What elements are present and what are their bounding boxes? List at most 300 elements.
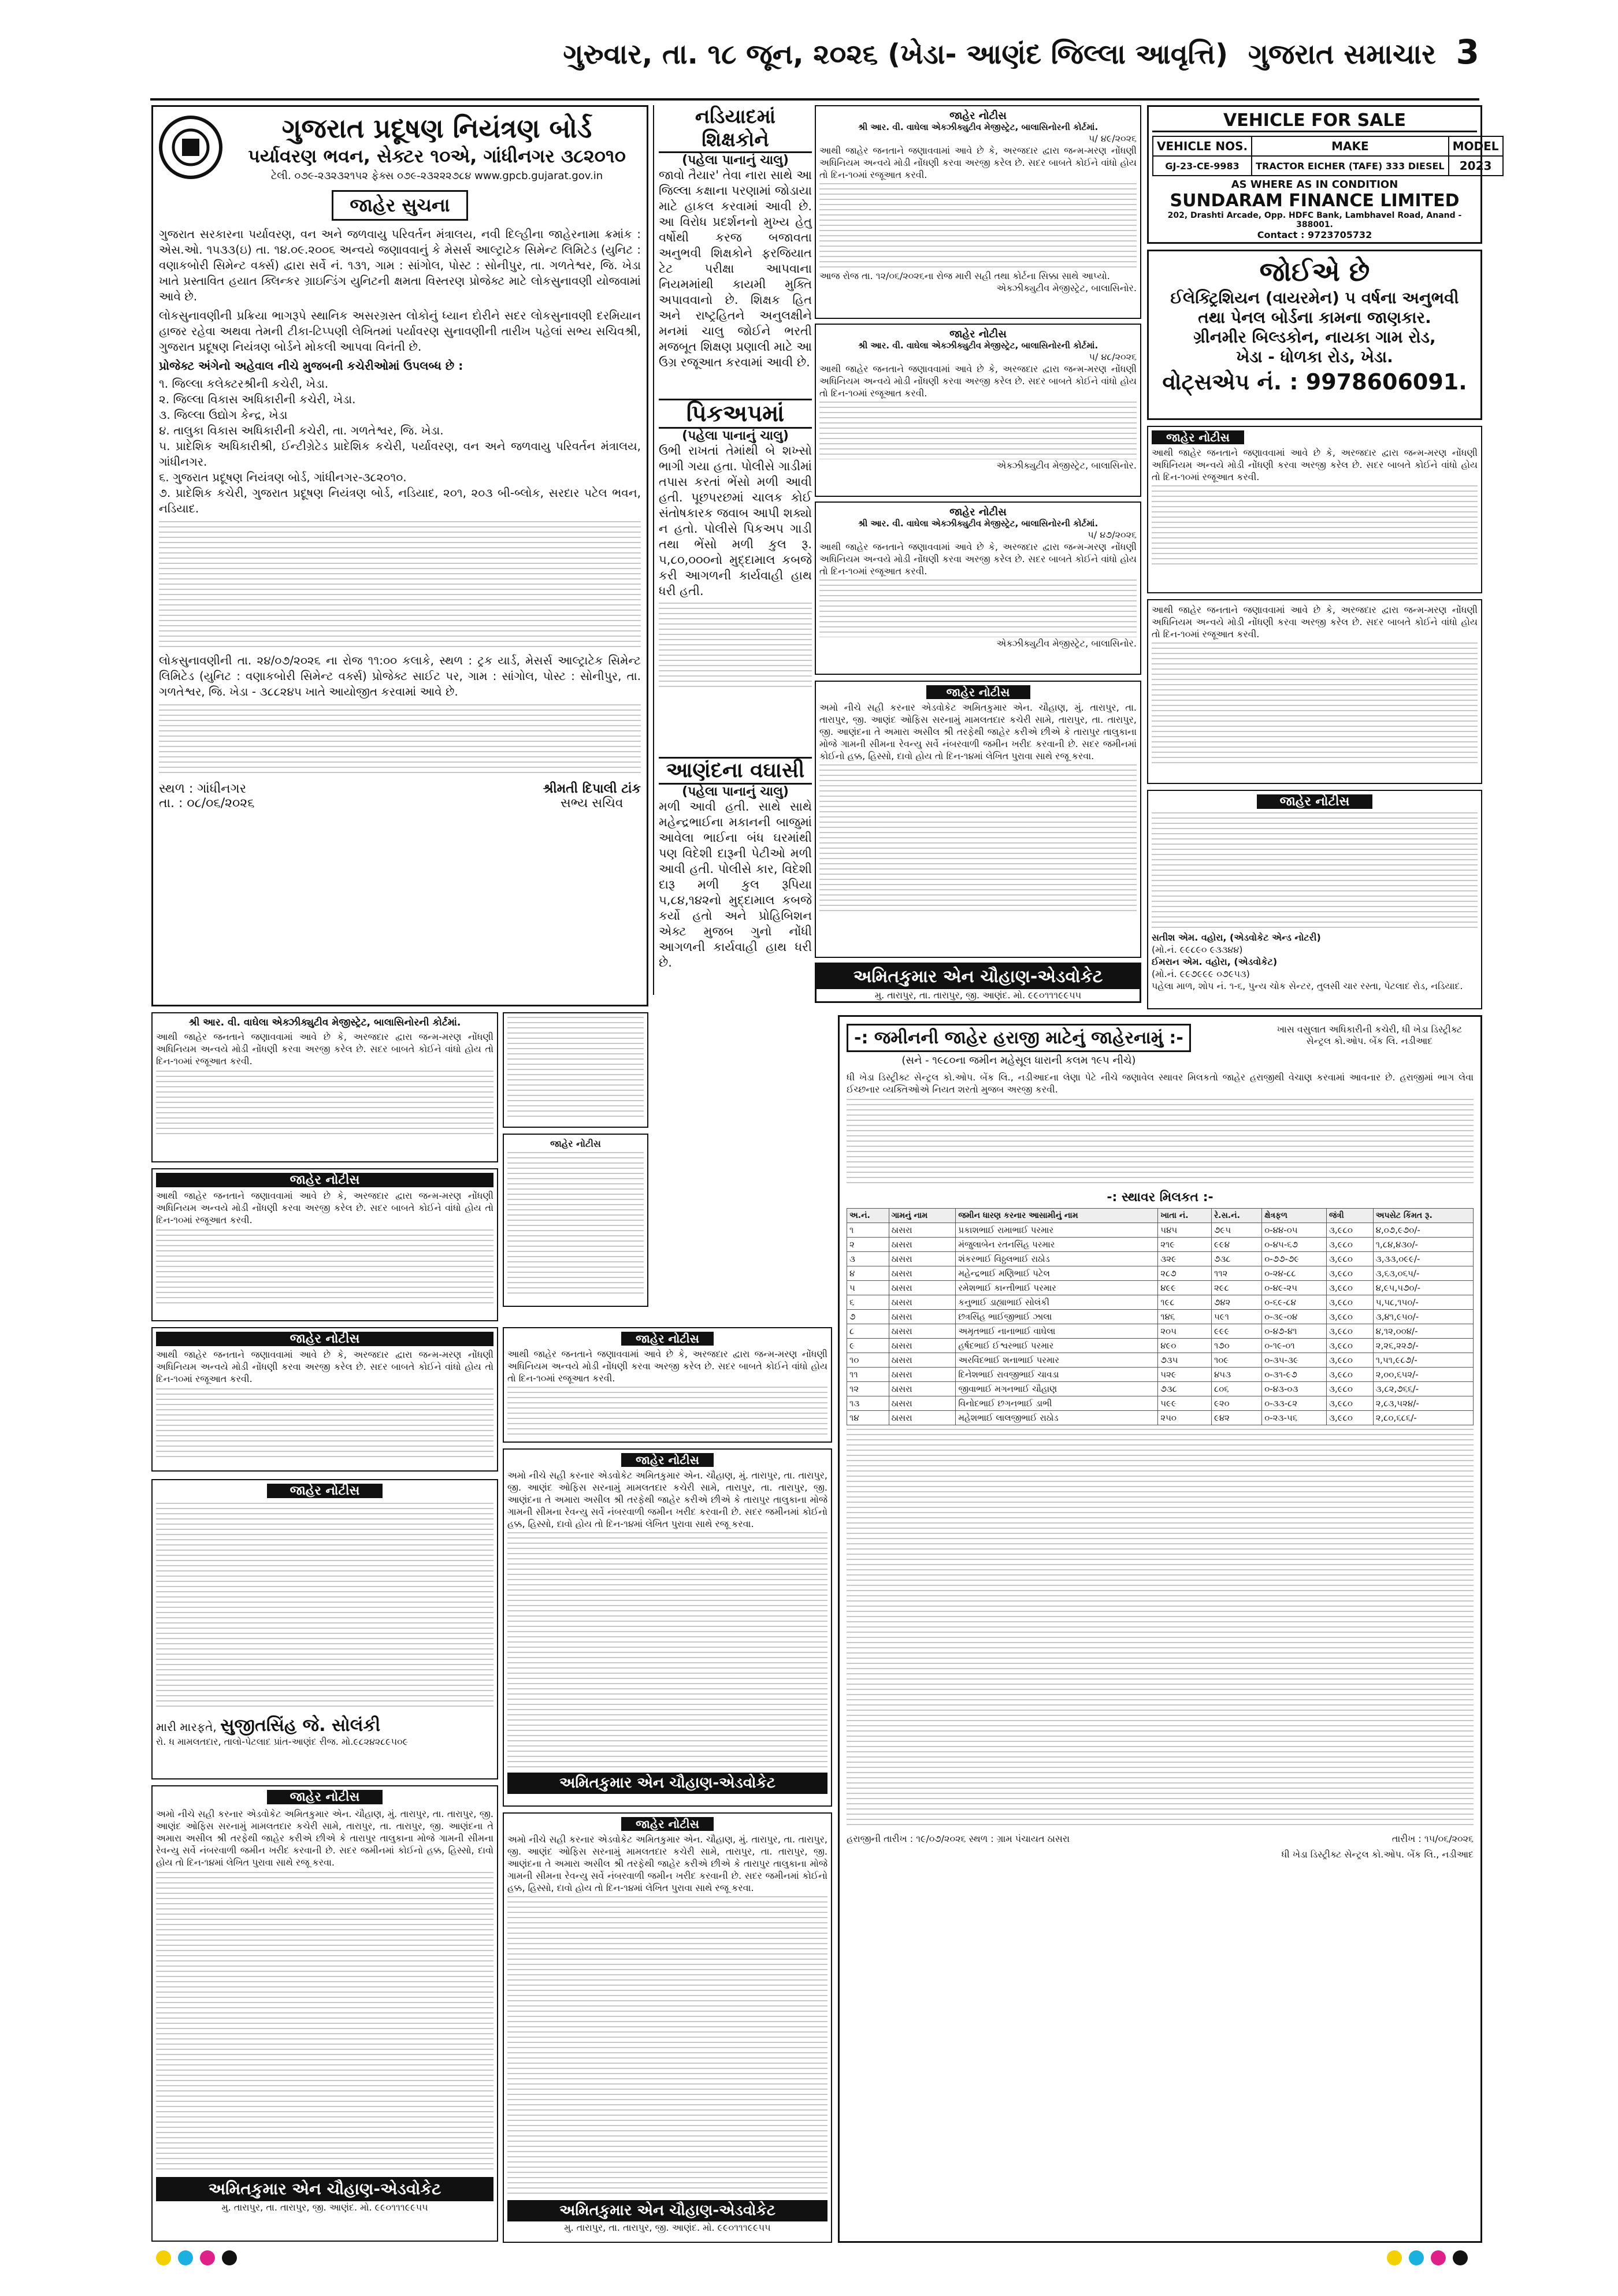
court-notice-left-small: [503, 1012, 648, 1128]
story-headline: નડિયાદમાં શિક્ષકોને: [659, 105, 812, 153]
vehicle-col-header: MODEL: [1449, 136, 1503, 156]
property-cell: ૦-૪૭-૪૧: [1262, 1324, 1327, 1339]
property-cell: ૩,૯૮૦: [1326, 1223, 1373, 1238]
notice-title: જાહેર નોટીસ: [267, 1484, 383, 1498]
court-notice-body: આથી જાહેર જનતાને જણાવવામાં આવે છે કે, અરજદાર દ્વારા જન્મ-મરણ નોંધણી અધિનિયમ અન્વયે મોડી નોંધણી કરવા અરજી કરેલ છે. સદર બાબતે કોઈને વાંધો હોય તો દિન-૧૦માં રજૂઆત કરવી.: [1152, 447, 1478, 482]
property-row: [847, 1252, 1474, 1266]
property-cell: ૩,૯૮૦: [1326, 1353, 1373, 1368]
property-row: [847, 1339, 1474, 1353]
notice-title: જાહેર નોટીસ: [926, 685, 1030, 699]
property-cell: ૪,૧૨,૦૦૪/-: [1373, 1324, 1473, 1339]
property-cell: પ્રકાશભાઈ રામાભાઈ પરમાર: [956, 1223, 1158, 1238]
dot-icon: [178, 2250, 193, 2265]
property-cell: કનુભાઈ ડાહ્યાભાઈ સોલંકી: [956, 1295, 1158, 1310]
vehicle-sale-ad: [1147, 105, 1499, 244]
advocate-name: સતીશ એમ. વહોરા, (એડવોકેટ એન્ડ નોટરી): [1152, 932, 1321, 943]
news-story-3: [659, 757, 812, 988]
court-notice-2: [815, 324, 1141, 497]
advocate-name-banner: અમિતકુમાર એન ચૌહાણ-એડવોકેટ: [507, 1773, 827, 1794]
property-cell: ૧૨: [847, 1382, 889, 1396]
paper-name: ગુજરાત સમાચાર: [1248, 38, 1436, 70]
notice-text-block: [819, 764, 1137, 915]
advocate-address: મુ. તારાપુર, તા. તારાપુર, જી. આણંદ. મો. ૯૯૦૧૧૧૯૯૫૫: [564, 2222, 771, 2233]
auction-issuer: ખાસ વસુલાત અધિકારીની કચેરી, ધી ખેડા ડિસ્ટ્રીક્ટ સેન્ટ્રલ કો.ઓપ. બેંક લિ. નડીઆદ: [1276, 1024, 1463, 1046]
finance-contact: Contact : 9723705732: [1257, 229, 1372, 240]
property-cell: ૭૪૨: [1211, 1295, 1261, 1310]
court-notice-left-1: [151, 1012, 498, 1162]
office-item: ૩. જિલ્લા ઉદ્યોગ કેન્દ્ર, ખેડા: [159, 408, 288, 422]
property-cell: ઠાસરા: [889, 1281, 956, 1295]
property-cell: ૫: [847, 1281, 889, 1295]
dot-icon: [1453, 2250, 1468, 2265]
property-table-title: -: સ્થાવર મિલકત :-: [1107, 1190, 1214, 1205]
property-cell: ૦-૧૯-૦૧: [1262, 1339, 1327, 1353]
notice-text-block: [1152, 485, 1478, 566]
story-body: મળી આવી હતી. સાથે સાથે મહેન્દ્રભાઈના મકાનની બાજુમાં આવેલા ભાઈના બંધ ઘરમાંથી પણ વિદેશી દારૂની પેટીઓ મળી આવી હતી. પોલીસે કાર, વિદેશી દારૂ મળી કુલ રૂપિયા ૫,૮૪,૧૪૨નો મુદ્દામાલ કબજે કર્યો હતો અને પ્રોહિબિશન એક્ટ મુજબ ગુનો નોંધી આગળની કાર્યવાહી હાથ ધરી છે.: [659, 800, 812, 969]
court-case-no: પ/ ૪૯/૨૦૨૬: [1088, 133, 1137, 144]
property-cell: શંકરભાઈ વિઠ્ઠલભાઈ રાઠોડ: [956, 1252, 1158, 1266]
property-cell: ૭૯૫: [1211, 1223, 1261, 1238]
property-cell: ૧૦: [847, 1353, 889, 1368]
property-cell: ૨૧૯: [1158, 1238, 1212, 1252]
property-cell: ઠાસરા: [889, 1324, 956, 1339]
property-cell: ૩,૯૮૦: [1326, 1252, 1373, 1266]
auction-subtitle: (સને - ૧૯૮૦ના જમીન મહેસૂલ ધારાની કલમ ૧૯૫ નીચે): [901, 1054, 1136, 1067]
notice-text-block: [156, 1388, 493, 1458]
court-notice-mid-1: [503, 1134, 648, 1307]
property-cell: ૦-૪૩-૦૩: [1262, 1382, 1327, 1396]
advocate-name-banner: અમિતકુમાર એન ચૌહાણ-એડવોકેટ: [817, 964, 1140, 989]
property-row: [847, 1382, 1474, 1396]
auction-text-block: [847, 1429, 1474, 1827]
property-cell: ૨૫૦: [1158, 1411, 1212, 1425]
notice-text-block: [1152, 812, 1478, 928]
property-cell: છત્રસિંહ ભાઈજીભાઈ ઝાલા: [956, 1310, 1158, 1324]
property-cell: ૩,૯૮૦: [1326, 1310, 1373, 1324]
property-row: [847, 1238, 1474, 1252]
column-rule: [653, 105, 654, 995]
notice-title: જાહેર નોટીસ: [621, 1453, 714, 1467]
header-rule: [150, 98, 1479, 101]
property-cell: ૬: [847, 1295, 889, 1310]
notice-text-block: [819, 183, 1137, 270]
court-notice-right-1: [1147, 426, 1482, 593]
property-cell: ૯૯૯: [1211, 1324, 1261, 1339]
date-line: ગુરુવાર, તા. ૧૮ જૂન, ૨૦૨૬ (ખેડા- આણંદ જિલ્લા આવૃત્તિ): [563, 38, 1229, 70]
property-cell: ૧૪: [847, 1411, 889, 1425]
property-row: [847, 1324, 1474, 1339]
court-name: શ્રી આર. વી. વાઘેલા એક્ઝીક્યુટીવ મેજીસ્ટ્રેટ, બાલાસિનોરની કોર્ટમાં.: [858, 340, 1099, 351]
court-notice-body: આથી જાહેર જનતાને જણાવવામાં આવે છે કે, અરજદાર દ્વારા જન્મ-મરણ નોંધણી અધિનિયમ અન્વયે મોડી નોંધણી કરવા અરજી કરેલ છે. સદર બાબતે કોઈને વાંધો હોય તો દિન-૧૦માં રજૂઆત કરવી.: [819, 145, 1137, 180]
office-item: ૧. જિલ્લા કલેક્ટરશ્રીની કચેરી, ખેડા.: [159, 377, 329, 391]
office-item: ૬. ગુજરાત પ્રદૂષણ નિયંત્રણ બોર્ડ, ગાંધીનગર-૩૮૨૦૧૦.: [159, 470, 407, 484]
auction-title: -: જમીનની જાહેર હરાજી માટેનું જાહેરનામું :-: [847, 1024, 1191, 1052]
property-cell: ૩,૮૨,૭૬૬/-: [1373, 1382, 1473, 1396]
notice-text-block: [507, 1896, 827, 2197]
court-notice-body: આથી જાહેર જનતાને જણાવવામાં આવે છે કે, અરજદાર દ્વારા જન્મ-મરણ નોંધણી અધિનિયમ અન્વયે મોડી નોંધણી કરવા અરજી કરેલ છે. સદર બાબતે કોઈને વાંધો હોય તો દિન-૧૦માં રજૂઆત કરવી.: [156, 1031, 493, 1067]
org-contact: ટેલી. ૦૭૯-૨૩૨૩૨૧૫૨ ફેક્સ ૦૭૯-૨૩૨૨૨૭૮૪ www.gpcb.gujarat.gov.in: [270, 170, 603, 182]
auction-body: ધી ખેડા ડિસ્ટ્રીક્ટ સેન્ટ્રલ કો.ઓપ. બેંક લિ., નડીઆદના લેણા પેટે નીચે જણાવેલ સ્થાવર મિલકતો જાહેર હરાજીથી વેચાણ કરવામાં આવનાર છે. હરાજીમાં ભાગ લેવા ઈચ્છનાર વ્યક્તિઓએ નિયત શરતો મુજબ અરજી કરવી.: [847, 1072, 1474, 1095]
notice-title: જાહેર નોટીસ: [621, 1817, 714, 1831]
dot-icon: [222, 2250, 237, 2265]
property-cell: દિનેશભાઈ રાવજીભાઈ ચાવડા: [956, 1368, 1158, 1382]
property-row: [847, 1295, 1474, 1310]
signature-name: સુજીતસિંહ જે. સોલંકી: [220, 1715, 381, 1736]
advocate-name-banner: અમિતકુમાર એન ચૌહાણ-એડવોકેટ: [156, 2177, 493, 2201]
property-cell: ૩,૬૩,૦૬૫/-: [1373, 1266, 1473, 1281]
org-address: પર્યાવરણ ભવન, સેક્ટર ૧૦એ, ગાંધીનગર ૩૮૨૦૧૦: [248, 145, 626, 167]
finance-company: SUNDARAM FINANCE LIMITED: [1170, 191, 1460, 211]
property-cell: ૧૧: [847, 1368, 889, 1382]
property-cell: ૦-૨૪-૮૮: [1262, 1266, 1327, 1281]
advocate-notice-mid: [503, 1448, 832, 1807]
dot-icon: [1387, 2250, 1402, 2265]
col-header: ગામનું નામ: [889, 1209, 956, 1223]
wanted-ad: [1147, 250, 1482, 420]
property-cell: ઠાસરા: [889, 1368, 956, 1382]
property-cell: ૦-૪૯-૨૫: [1262, 1281, 1327, 1295]
property-cell: ૨૦૫: [1158, 1324, 1212, 1339]
masthead: [563, 32, 1479, 72]
whatsapp-number: વોટ્સએપ નં. : 9978606091.: [1162, 369, 1467, 395]
advocate-name-banner: અમિતકુમાર એન ચૌહાણ-એડવોકેટ: [507, 2200, 827, 2221]
notice-title: જાહેર નોટીસ: [1257, 794, 1372, 809]
advocate-phone: (મો.નં. ૯૯૮૯૦ ૯૩૩૪૪): [1152, 944, 1243, 955]
property-cell: ૦-૩૯-૦૪: [1262, 1310, 1327, 1324]
property-row: [847, 1266, 1474, 1281]
court-notice-mid-3: [503, 1327, 832, 1443]
notice-text-block: [156, 1229, 493, 1305]
notice-text-block: [819, 402, 1137, 459]
story-continued: (પહેલા પાનાનું ચાલુ): [682, 785, 789, 799]
property-cell: મહેન્દ્રભાઈ મણિભાઈ પટેલ: [956, 1266, 1158, 1281]
property-cell: ૩,૯૮૦: [1326, 1266, 1373, 1281]
property-cell: ૦-૬૯-૮૪: [1262, 1295, 1327, 1310]
col-header: ક્ષેત્રફળ: [1262, 1209, 1327, 1223]
org-name: ગુજરાત પ્રદૂષણ નિયંત્રણ બોર્ડ: [281, 113, 592, 144]
col-header: જમીન ધારણ કરનાર આસામીનું નામ: [956, 1209, 1158, 1223]
property-cell: ૩,૯૮૦: [1326, 1238, 1373, 1252]
col-header: રે.સ.નં.: [1211, 1209, 1261, 1223]
property-cell: ઠાસરા: [889, 1266, 956, 1281]
court-notice-body: આથી જાહેર જનતાને જણાવવામાં આવે છે કે, અરજદાર દ્વારા જન્મ-મરણ નોંધણી અધિનિયમ અન્વયે મોડી નોંધણી કરવા અરજી કરેલ છે. સદર બાબતે કોઈને વાંધો હોય તો દિન-૧૦માં રજૂઆત કરવી.: [1152, 604, 1478, 640]
property-cell: ૪,૯૫,૫૭૦/-: [1373, 1281, 1473, 1295]
property-row: [847, 1281, 1474, 1295]
gpcb-notice: [151, 105, 648, 1006]
notice-body: અમો નીચે સહી કરનાર એડવોકેટ અમિતકુમાર એન. ચૌહાણ, મું. તારાપુર, તા. તારાપુર, જી. આણંદ ઓફિસ સરનામું મામલતદાર કચેરી સામે, તારાપુર, તા. તારાપુર, જી. આણંદના તે અમારા અસીલ શ્રી તરફેથી જાહેર કરીએ છીએ કે તારાપુર તાલુકાના મોજે ગામની સીમના રેવન્યુ સર્વે નંબરવાળી જમીન ખરીદ કરવાની છે. સદર જમીનમાં કોઈનો હક્ક, હિસ્સો, દાવો હોય તો દિન-૧૪માં લેખિત પુરાવા સાથે રજૂ કરવા.: [507, 1834, 827, 1893]
wanted-line: ગ્રીનમીર બિલ્ડકોન, નાયકા ગામ રોડ,: [1193, 328, 1436, 347]
vehicle-make: TRACTOR EICHER (TAFE) 333 DIESEL: [1252, 156, 1449, 176]
notice-body-intro: ગુજરાત સરકારના પર્યાવરણ, વન અને જળવાયુ પરિવર્તન મંત્રાલય, નવી દિલ્હીના જાહેરનામા ક્રમાંક : એસ.ઓ. ૧૫૩૩(ઇ) તા. ૧૪.૦૯.૨૦૦૬ અન્વયે જણાવવાનું કે મેસર્સ આલ્ટ્રાટેક સિમેન્ટ લિમિટેડ (યુનિટ : વણાકબોરી સિમેન્ટ વર્ક્સ) દ્વારા સર્વે નં. ૧૩૧, ગામ : સાંગોલ, પોસ્ટ : સોનીપુર, તા. ગળતેશ્વર, જિ. ખેડા ખાતે પ્રસ્તાવિત હયાત ક્લિન્કર ગ્રાઇન્ડિંગ યુનિટની ક્ષમતા વિસ્તરણ પ્રોજેક્ટ માટે લોકસુનાવણી યોજવામાં આવે છે.: [159, 227, 641, 303]
property-cell: ૦-૩૫-૩૯: [1262, 1353, 1327, 1368]
court-notice-title: જાહેર નોટીસ: [949, 506, 1007, 518]
story-headline: આણંદના વઘાસી: [659, 757, 812, 785]
property-cell: ઠાસરા: [889, 1310, 956, 1324]
court-notice-title: જાહેર નોટીસ: [949, 110, 1007, 122]
property-row: [847, 1223, 1474, 1238]
advocate-banner-mid: [815, 963, 1141, 1003]
notice-text-block: [507, 1152, 644, 1296]
signatory-name: શ્રીમતી દિપાલી ટાંક: [543, 782, 641, 796]
property-cell: ૦-૨૩-૫૬: [1262, 1411, 1327, 1425]
property-cell: ૭૩૮: [1211, 1252, 1261, 1266]
property-cell: ઠાસરા: [889, 1339, 956, 1353]
court-notice-body: આથી જાહેર જનતાને જણાવવામાં આવે છે કે, અરજદાર દ્વારા જન્મ-મરણ નોંધણી અધિનિયમ અન્વયે મોડી નોંધણી કરવા અરજી કરેલ છે. સદર બાબતે કોઈને વાંધો હોય તો દિન-૧૦માં રજૂઆત કરવી.: [507, 1348, 827, 1384]
property-cell: ૪૯૯: [1158, 1281, 1212, 1295]
property-row: [847, 1396, 1474, 1411]
office-item: ૭. પ્રાદેશિક કચેરી, ગુજરાત પ્રદૂષણ નિયંત્રણ બોર્ડ, નડિયાદ, ૨૦૧, ૨૦૩ બી-બ્લોક, સરદાર પટેલ ભવન, નડિયાદ.: [159, 486, 641, 515]
property-cell: ૧૦૯: [1211, 1353, 1261, 1368]
property-cell: ૧૯૮: [1158, 1295, 1212, 1310]
court-name: શ્રી આર. વી. વાઘેલા એક્ઝીક્યુટીવ મેજીસ્ટ્રેટ, બાલાસિનોરની કોર્ટમાં.: [858, 518, 1099, 529]
dot-icon: [1431, 2250, 1446, 2265]
property-cell: ૮૦૬: [1211, 1382, 1261, 1396]
dot-icon: [156, 2250, 171, 2265]
property-cell: ૭૩૮: [1158, 1382, 1212, 1396]
property-cell: ઠાસરા: [889, 1295, 956, 1310]
news-story-2: [659, 399, 812, 751]
advocate-notice-mid-2: [503, 1812, 832, 2243]
court-notice-body: આથી જાહેર જનતાને જણાવવામાં આવે છે કે, અરજદાર દ્વારા જન્મ-મરણ નોંધણી અધિનિયમ અન્વયે મોડી નોંધણી કરવા અરજી કરેલ છે. સદર બાબતે કોઈને વાંધો હોય તો દિન-૧૦માં રજૂઆત કરવી.: [819, 363, 1137, 399]
offices-heading: પ્રોજેક્ટ અંગેનો અહેવાલ નીચે મુજબની કચેરીઓમાં ઉપલબ્ધ છે :: [159, 359, 463, 373]
property-cell: ૨૮૭: [1158, 1266, 1212, 1281]
notice-body: અમો નીચે સહી કરનાર એડવોકેટ અમિતકુમાર એન. ચૌહાણ, મું. તારાપુર, તા. તારાપુર, જી. આણંદ ઓફિસ સરનામું મામલતદાર કચેરી સામે, તારાપુર, તા. તારાપુર, જી. આણંદના તે અમારા અસીલ શ્રી તરફેથી જાહેર કરીએ છીએ કે તારાપુર તાલુકાના મોજે ગામની સીમના રેવન્યુ સર્વે નંબરવાળી જમીન ખરીદ કરવાની છે. સદર જમીનમાં કોઈનો હક્ક, હિસ્સો, દાવો હોય તો દિન-૧૪માં લેખિત પુરાવા સાથે રજૂ કરવા.: [156, 1808, 493, 1868]
advocate-notice-wide: [815, 681, 1141, 958]
property-cell: ૩,૯૮૦: [1326, 1281, 1373, 1295]
property-cell: હર્ષદભાઈ ઈશ્વરભાઈ પરમાર: [956, 1339, 1158, 1353]
property-cell: અમૃતભાઈ નાનાભાઈ વાઘેલા: [956, 1324, 1158, 1339]
vehicle-model: 2023: [1449, 156, 1503, 176]
notice-place: સ્થળ : ગાંધીનગર: [159, 782, 247, 796]
property-cell: ૩,૯૮૦: [1326, 1324, 1373, 1339]
court-notice-1: [815, 105, 1141, 319]
property-cell: ઠાસરા: [889, 1411, 956, 1425]
property-cell: ૨: [847, 1238, 889, 1252]
notice-text-block: [156, 1503, 493, 1711]
property-row: [847, 1353, 1474, 1368]
property-cell: ૭૩૫: [1158, 1353, 1212, 1368]
property-cell: ૩,૯૮૦: [1326, 1411, 1373, 1425]
notice-text-block: [156, 1071, 493, 1134]
property-cell: જીવાભાઈ મગનભાઈ ચૌહાણ: [956, 1382, 1158, 1396]
advocate-address: મુ. તારાપુર, તા. તારાપુર, જી. આણંદ. મો. ૯૯૦૧૧૧૯૯૫૫: [221, 2202, 428, 2213]
property-cell: ૧: [847, 1223, 889, 1238]
property-cell: ૦-૭૭-૭૯: [1262, 1252, 1327, 1266]
office-item: ૫. પ્રાદેશિક અધિકારીશ્રી, ઈન્ટીગ્રેટેડ પ્રાદેશિક કચેરી, પર્યાવરણ, વન અને જળવાયુ પરિવર્તન મંત્રાલય, ગાંધીનગર.: [159, 439, 641, 469]
advocate-address: મુ. તારાપુર, તા. તારાપુર, જી. આણંદ. મો. ૯૯૦૧૧૧૯૯૫૫: [874, 990, 1082, 1001]
property-cell: મંજુલાબેન રતનસિંહ પરમાર: [956, 1238, 1158, 1252]
property-table: [847, 1208, 1474, 1425]
auction-footer-left: હરાજીની તારીખ : ૧૯/૦૭/૨૦૨૬ સ્થળ : ગ્રામ પંચાયત ઠાસરા: [847, 1833, 1070, 1844]
property-cell: ૯૨૦: [1211, 1396, 1261, 1411]
property-cell: ૩,૯૮૦: [1326, 1295, 1373, 1310]
notice-text-block: [159, 704, 641, 774]
court-case-no: પ/ ૪૮/૨૦૨૬: [1089, 351, 1137, 362]
property-cell: ૯૪૨: [1211, 1411, 1261, 1425]
court-notice-title: શ્રી આર. વી. વાઘેલા એક્ઝીક્યુટીવ મેજીસ્ટ્રેટ, બાલાસિનોરની કોર્ટમાં.: [188, 1017, 461, 1028]
property-cell: ૫,૫૮,૧૫૦/-: [1373, 1295, 1473, 1310]
property-cell: રમેશભાઈ કાન્તીભાઈ પરમાર: [956, 1281, 1158, 1295]
notice-text-block: [507, 1387, 827, 1439]
property-cell: ૪૯૦: [1158, 1339, 1212, 1353]
notice-text-block: [159, 521, 641, 648]
ramesh-notice: [1147, 790, 1482, 1009]
finance-address: 202, Drashti Arcade, Opp. HDFC Bank, Lambhavel Road, Anand - 388001.: [1167, 211, 1462, 229]
story-text-block: [659, 603, 812, 689]
property-cell: ઠાસરા: [889, 1238, 956, 1252]
court-name: શ્રી આર. વી. વાઘેલા એક્ઝીક્યુટીવ મેજીસ્ટ્રેટ, બાલાસિનોરની કોર્ટમાં.: [858, 122, 1099, 132]
property-cell: ૧,૫૧,૯૮૭/-: [1373, 1353, 1473, 1368]
property-cell: ૩,૯૮૦: [1326, 1382, 1373, 1396]
wanted-line: ઈલેક્ટ્રિશિયન (વાયરમેન) ૫ વર્ષના અનુભવી: [1170, 288, 1459, 307]
property-cell: અરવિંદભાઈ શનાભાઈ પરમાર: [956, 1353, 1158, 1368]
story-continued: (પહેલા પાનાનું ચાલુ): [682, 429, 789, 443]
wanted-title: જોઈએ છે: [1259, 256, 1370, 287]
property-cell: ૧૭૦: [1211, 1339, 1261, 1353]
notice-body: અમો નીચે સહી કરનાર એડવોકેટ અમિતકુમાર એન. ચૌહાણ, મું. તારાપુર, તા. તારાપુર, જી. આણંદ ઓફિસ સરનામું મામલતદાર કચેરી સામે, તારાપુર, તા. તારાપુર, જી. આણંદના તે અમારા અસીલ શ્રી તરફેથી જાહેર કરીએ છીએ કે તારાપુર તાલુકાના મોજે ગામની સીમના રેવન્યુ સર્વે નંબરવાળી જમીન ખરીદ કરવાની છે. સદર જમીનમાં કોઈનો હક્ક, હિસ્સો, દાવો હોય તો દિન-૧૪માં લેખિત પુરાવા સાથે રજૂ કરવા.: [507, 1470, 827, 1529]
story-body: જાવો તૈયાર' તેવા નારા સાથે આ જિલ્લા કક્ષાના પરણામાં જોડાયા માટે હાકલ કરવામાં આવી છે. આ વિરોધ પ્રદર્શનનો મુખ્ય હેતુ વર્ષોથી કરજ બજાવતા અનુભવી શિક્ષકોને ફરજિયાત ટેટ પરીક્ષા આપવાના નિયમમાંથી કાયમી મુક્તિ અપાવવાનો છે. શિક્ષક હિત અને રાષ્ટ્રહિતને અનુલક્ષીને મનમાં ચાલુ જોઈને ભરતી મજબૂત શિક્ષણ પ્રણાલી માટે આ ઉગ્ર રજૂઆત કરવામાં આવી છે.: [659, 168, 812, 369]
property-cell: ૩: [847, 1252, 889, 1266]
court-notice-body: આથી જાહેર જનતાને જણાવવામાં આવે છે કે, અરજદાર દ્વારા જન્મ-મરણ નોંધણી અધિનિયમ અન્વયે મોડી નોંધણી કરવા અરજી કરેલ છે. સદર બાબતે કોઈને વાંધો હોય તો દિન-૧૦માં રજૂઆત કરવી.: [156, 1349, 493, 1384]
property-row: [847, 1310, 1474, 1324]
property-cell: ૪૫૩: [1211, 1368, 1261, 1382]
signature-address: રો. ધ મામલતદાર, તાલો-પેટલાદ પ્રાંત-આણંદ રીજ. મો.૯૮૨૪૨૮૯૫૦૯: [156, 1736, 409, 1747]
property-cell: ૨,૮૦,૬૮૬/-: [1373, 1411, 1473, 1425]
court-notice-left-3: [151, 1327, 498, 1472]
court-notice-left-2: [151, 1168, 498, 1321]
property-cell: ૦-૩૩-૮૨: [1262, 1396, 1327, 1411]
notice-body-mid: લોકસુનાવણીની પ્રક્રિયા ભાગરૂપે સ્થાનિક અસરગ્રસ્ત લોકોનું ધ્યાન દોરીને સદર લોકસુનાવણી દરમિયાન હાજર રહેવા અથવા તેમની ટીકા-ટિપ્પણી લેખિતમાં પર્યાવરણ સુનાવણીની તારીખ પહેલાં સભ્ય સચિવશ્રી, ગુજરાત પ્રદૂષણ નિયંત્રણ બોર્ડને મોકલી આપવા વિનંતી છે.: [159, 309, 641, 354]
office-item: ૪. તાલુકા વિકાસ અધિકારીની કચેરી, તા. ગળતેશ્વર, જિ. ખેડા.: [159, 423, 444, 437]
property-cell: ઠાસરા: [889, 1353, 956, 1368]
court-notice-title: જાહેર નોટીસ: [949, 328, 1007, 340]
offices-list: [159, 376, 641, 517]
wanted-line: ખેડા - ધોળકા રોડ, ખેડા.: [1236, 347, 1393, 366]
advocate-phone: (મો.નં. ૯૯૭૯૯૯ ૦૭૯૫૩): [1152, 968, 1250, 979]
registration-dots-icon: [1387, 2250, 1468, 2265]
story-continued: (પહેલા પાનાનું ચાલુ): [682, 153, 789, 168]
auction-text-block: [847, 1099, 1474, 1186]
property-cell: ૧૧૨: [1211, 1266, 1261, 1281]
court-notice-3: [815, 501, 1141, 675]
notice-text-block: [156, 1872, 493, 2172]
vehicle-row: [1153, 156, 1503, 176]
property-cell: ઠાસરા: [889, 1223, 956, 1238]
property-cell: ૨,૮૩,૫૨૪/-: [1373, 1396, 1473, 1411]
vehicle-col-header: VEHICLE NOS.: [1153, 136, 1252, 156]
property-cell: ૦-૪૪-૦૫: [1262, 1223, 1327, 1238]
property-cell: ૩,૯૮૦: [1326, 1339, 1373, 1353]
col-header: જંત્રી: [1326, 1209, 1373, 1223]
court-notice-title: જાહેર નોટીસ: [156, 1332, 493, 1346]
property-cell: ૫૨૯: [1158, 1368, 1212, 1382]
property-row: [847, 1411, 1474, 1425]
vehicle-sale-title: VEHICLE FOR SALE: [1152, 110, 1477, 132]
property-cell: ૪: [847, 1266, 889, 1281]
vehicle-col-header: MAKE: [1252, 136, 1449, 156]
property-row: [847, 1368, 1474, 1382]
property-cell: ૯૯૪: [1211, 1238, 1261, 1252]
registration-dots-icon: [156, 2250, 237, 2265]
property-cell: ૯: [847, 1339, 889, 1353]
suresh-notice: [151, 1479, 498, 1779]
gpcb-logo-icon: [159, 116, 222, 179]
property-cell: ૧૪૬: [1158, 1310, 1212, 1324]
notice-text-block: [507, 1532, 827, 1769]
court-notice-body: આથી જાહેર જનતાને જણાવવામાં આવે છે કે, અરજદાર દ્વારા જન્મ-મરણ નોંધણી અધિનિયમ અન્વયે મોડી નોંધણી કરવા અરજી કરેલ છે. સદર બાબતે કોઈને વાંધો હોય તો દિન-૧૦માં રજૂઆત કરવી.: [156, 1190, 493, 1225]
property-cell: ઠાસરા: [889, 1252, 956, 1266]
court-notice-sign: એક્ઝીક્યુટીવ મેજીસ્ટ્રેટ, બાલાસિનોર.: [996, 638, 1137, 649]
property-cell: ૫૪૫: [1158, 1223, 1212, 1238]
property-cell: ૭: [847, 1310, 889, 1324]
property-cell: વિનોદભાઈ છગનભાઈ ડાભી: [956, 1396, 1158, 1411]
court-notice-title: જાહેર નોટીસ: [621, 1332, 714, 1346]
property-cell: ૩,૯૮૦: [1326, 1396, 1373, 1411]
property-cell: ૨૯૮: [1211, 1281, 1261, 1295]
land-auction-notice: [838, 1015, 1482, 2243]
story-headline: પિકઅપમાં: [659, 399, 812, 429]
auction-signatory: ધી ખેડા ડિસ્ટ્રીક્ટ સેન્ટ્રલ કો.ઓપ. બેંક લિ., નડીઆદ: [1281, 1849, 1474, 1860]
auction-footer-right: તારીખ : ૧૫/૦૬/૨૦૨૬: [1391, 1833, 1474, 1844]
wanted-line: તથા પેનલ બોર્ડના કામના જાણકાર.: [1198, 308, 1431, 327]
property-cell: ૮: [847, 1324, 889, 1339]
notice-text-block: [1152, 642, 1478, 764]
vehicle-table: [1152, 136, 1504, 176]
court-notice-date: આજ રોજ તા. ૧૨/૦૬/૨૦૨૬ના રોજ મારી સહી તથા કોર્ટના સિક્કા સાથે આપ્યો.: [819, 270, 1110, 281]
advocate-name: ઈમરાન એમ. વહોરા, (એડવોકેટ): [1152, 956, 1278, 967]
court-notice-title: જાહેર નોટીસ: [1152, 430, 1244, 444]
court-notice-body: આથી જાહેર જનતાને જણાવવામાં આવે છે કે, અરજદાર દ્વારા જન્મ-મરણ નોંધણી અધિનિયમ અન્વયે મોડી નોંધણી કરવા અરજી કરેલ છે. સદર બાબતે કોઈને વાંધો હોય તો દિન-૧૦માં રજૂઆત કરવી.: [819, 541, 1137, 577]
notice-body-closing: લોકસુનાવણીની તા. ૨૪/૦૭/૨૦૨૬ ના રોજ ૧૧:૦૦ કલાકે, સ્થળ : ટ્રક યાર્ડ, મેસર્સ આલ્ટ્રાટેક સિમેન્ટ લિમિટેડ (યુનિટ : વણાકબોરી સિમેન્ટ વર્ક્સ) પ્રોજેક્ટ સાઈટ પર, ગામ : સાંગોલ, પોસ્ટ : સોનીપુર, તા. ગળતેશ્વર, જિ. ખેડા - ૩૮૮૨૪૫ ખાતે આયોજીત કરવામાં આવે છે.: [159, 653, 641, 699]
property-cell: ૫૯૧: [1211, 1310, 1261, 1324]
property-cell: ૨,૦૦,૬૫૨/-: [1373, 1368, 1473, 1382]
advocate-notice-left: [151, 1785, 498, 2242]
property-cell: ૩૨૯: [1158, 1252, 1212, 1266]
news-story-1: [659, 105, 812, 394]
notice-text-block: [819, 579, 1137, 637]
property-cell: ૨,૨૬,૨૨૭/-: [1373, 1339, 1473, 1353]
court-case-no: પ/ ૪૭/૨૦૨૬: [1088, 529, 1137, 540]
property-table-header: [847, 1209, 1474, 1223]
court-notice-right-2: [1147, 599, 1482, 784]
court-notice-title: જાહેર નોટીસ: [550, 1138, 601, 1149]
property-cell: ૩,૩૩,૦૯૯/-: [1373, 1252, 1473, 1266]
property-cell: ૦-૪૫-૬૭: [1262, 1238, 1327, 1252]
property-cell: ઠાસરા: [889, 1396, 956, 1411]
notice-date: તા. : ૦૮/૦૬/૨૦૨૬: [159, 796, 255, 811]
property-cell: ૧,૮૪,૪૩૦/-: [1373, 1238, 1473, 1252]
dot-icon: [1409, 2250, 1424, 2265]
property-cell: ૪,૦૭,૯૭૦/-: [1373, 1223, 1473, 1238]
dot-icon: [200, 2250, 215, 2265]
office-item: ૨. જિલ્લા વિકાસ અધિકારીની કચેરી, ખેડા.: [159, 392, 356, 406]
property-cell: ૦-૩૧-૯૭: [1262, 1368, 1327, 1382]
notice-title: જાહેર નોટીસ: [267, 1790, 383, 1804]
col-header: અપસેટ કિંમત રૂ.: [1373, 1209, 1473, 1223]
col-header: અ.નં.: [847, 1209, 889, 1223]
court-notice-sign: એક્ઝીક્યુટીવ મેજીસ્ટ્રેટ, બાલાસિનોર.: [996, 283, 1137, 293]
property-cell: ઠાસરા: [889, 1382, 956, 1396]
notice-body: અમો નીચે સહી કરનાર એડવોકેટ અમિતકુમાર એન. ચૌહાણ, મું. તારાપુર, તા. તારાપુર, જી. આણંદ ઓફિસ સરનામું મામલતદાર કચેરી સામે, તારાપુર, તા. તારાપુર, જી. આણંદના તે અમારા અસીલ શ્રી તરફેથી જાહેર કરીએ છીએ કે તારાપુર તાલુકાના મોજે ગામની સીમના રેવન્યુ સર્વે નંબરવાળી જમીન ખરીદ કરવાની છે. સદર જમીનમાં કોઈનો હક્ક, હિસ્સો, દાવો હોય તો દિન-૧૪માં લેખિત પુરાવા સાથે રજૂ કરવા.: [819, 702, 1137, 761]
vehicle-number: GJ-23-CE-9983: [1153, 156, 1252, 176]
story-body: ઉભી રાખતાં તેમાંથી બે શખ્સો ભાગી ગયા હતા. પોલીસે ગાડીમાં તપાસ કરતાં ભેંસો મળી આવી હતી. પૂછપરછમાં ચાલક કોઈ સંતોષકારક જવાબ આપી શક્યો ન હતો. પોલીસે પિકઅપ ગાડી તથા ભેંસો મળી કુલ રૂ. ૫,૮૦,૦૦૦નો મુદ્દામાલ કબજે કરી આગળની કાર્યવાહી હાથ ધરી હતી.: [659, 444, 812, 598]
court-notice-sign: એક્ઝીક્યુટીવ મેજીસ્ટ્રેટ, બાલાસિનોર.: [996, 460, 1137, 471]
notice-text-block: [507, 1017, 644, 1121]
advocate-address: પહેલા માળ, શોપ નં. ૧-૬, પુન્ય ચોક સેન્ટર, તુલસી ચાર રસ્તા, પેટલાદ રોડ, નડિયાદ.: [1152, 980, 1463, 991]
notice-title: જાહેર સુચના: [332, 190, 468, 221]
court-notice-title: જાહેર નોટીસ: [156, 1173, 493, 1187]
property-cell: ૧૩: [847, 1396, 889, 1411]
